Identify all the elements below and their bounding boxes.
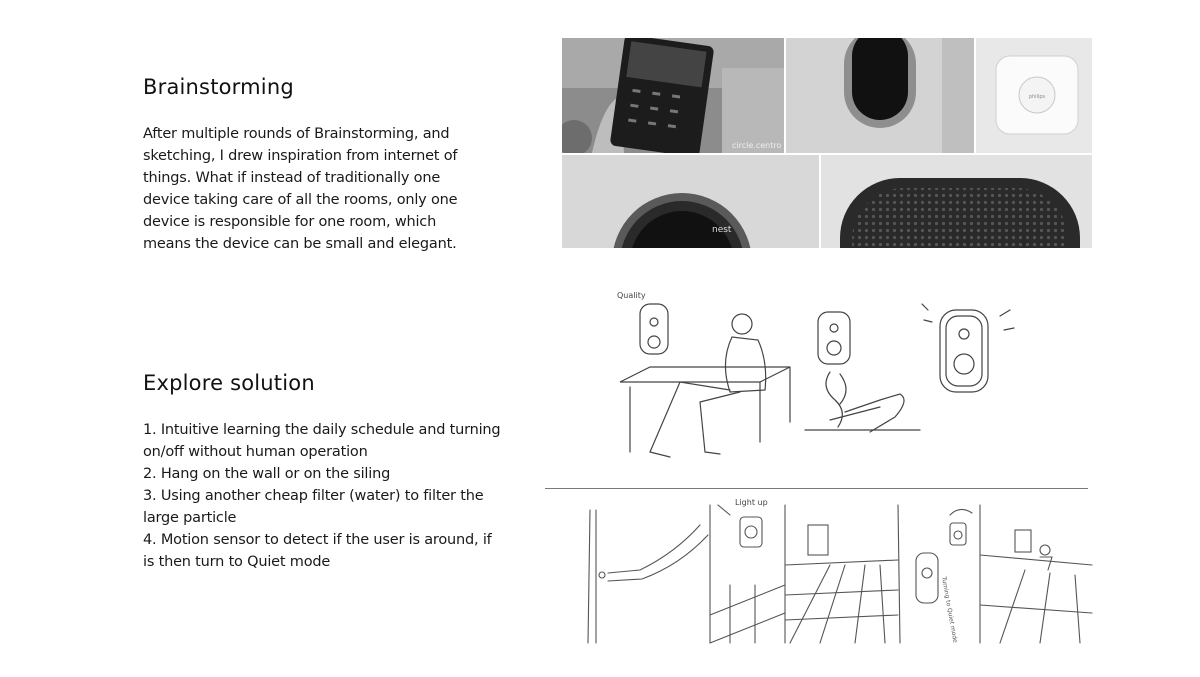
solution-item-2: 2. Hang on the wall or on the siling [143, 466, 391, 482]
storyboard-panel-door [596, 510, 708, 643]
explore-solution-list [143, 419, 505, 573]
nest-logo: nest [712, 225, 732, 235]
brainstorming-paragraph: After multiple rounds of Brainstorming, and sketching, I drew inspiration from internet of things. What if instead of traditionally one device taking care of all the rooms, only one device is responsible for one room, which means the device can be small and elegant. [143, 126, 458, 252]
person-sitting-sketch [620, 314, 790, 457]
explore-solution-heading: Explore solution [143, 371, 315, 395]
concept-storyboard [580, 495, 1095, 645]
storyboard-panel-room [785, 525, 898, 643]
thermostat-photo [562, 155, 819, 248]
phone-caption: circle.centro [732, 141, 782, 150]
device-sketch-1 [640, 304, 668, 354]
smart-hub-photo [976, 38, 1092, 153]
brainstorming-heading: Brainstorming [143, 75, 294, 99]
phone-app-photo [562, 38, 784, 158]
sketch-label-light-up: Light up [735, 498, 768, 507]
solution-item-1: 1. Intuitive learning the daily schedule and turning on/off without human operation [143, 422, 501, 460]
section-divider [545, 488, 1088, 489]
solution-item-3: 3. Using another cheap filter (water) to filter the large particle [143, 488, 484, 526]
smoke-detector-photo [821, 155, 1092, 248]
concept-sketch-usage [590, 282, 1070, 482]
device-sketch-3 [922, 304, 1014, 392]
storyboard-panel-far-room [980, 530, 1092, 643]
hub-logo: philips [1028, 94, 1046, 100]
sketch-label-quality: Quality [617, 291, 646, 300]
device-sketch-2 [805, 312, 920, 432]
sketch-label-quiet-mode: Turning to Quiet mode [940, 576, 959, 644]
doorbell-photo [786, 38, 974, 153]
solution-item-4: 4. Motion sensor to detect if the user is around, if is then turn to Quiet mode [143, 532, 492, 570]
storyboard-panel-light-up [710, 505, 785, 643]
inspiration-photo-collage [562, 38, 1092, 248]
storyboard-panel-quiet-mode [916, 509, 972, 643]
